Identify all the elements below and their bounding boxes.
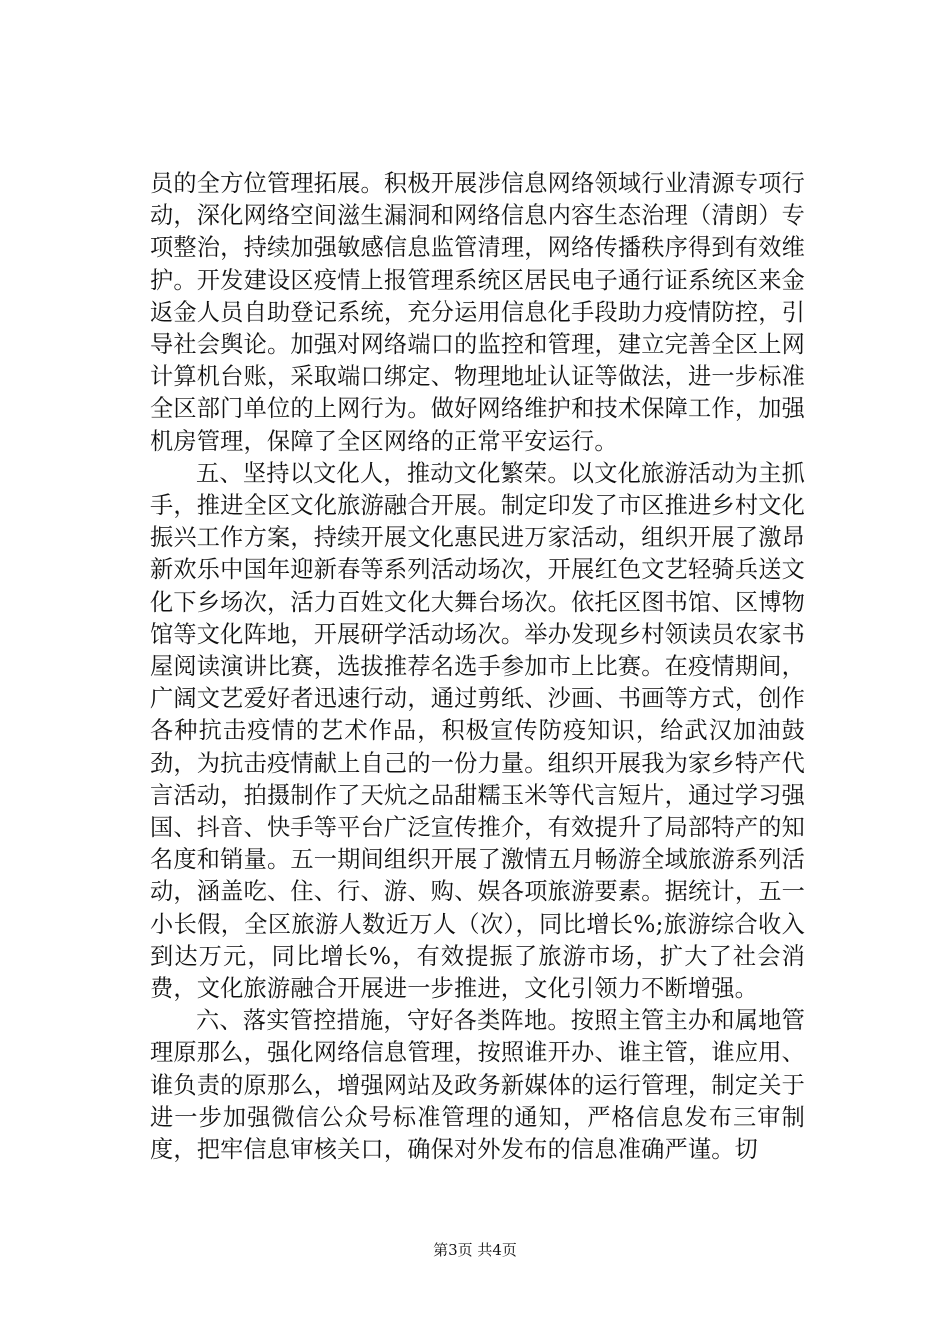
paragraph-continuation: 员的全方位管理拓展。积极开展涉信息网络领域行业清源专项行动，深化网络空间滋生漏洞和网络信息内容生态治理（清朗）专项整治，持续加强敏感信息监管清理，网络传播秩序得到有效维护。开发建设区疫情上报管理系统区居民电子通行证系统区来金返金人员自助登记系统，充分运用信息化手段助力疫情防控，引导社会舆论。加强对网络端口的监控和管理，建立完善全区上网计算机台账，采取端口绑定、物理地址认证等做法，进一步标准全区部门单位的上网行为。做好网络维护和技术保障工作，加强机房管理，保障了全区网络的正常平安运行。 (150, 170, 805, 455)
paragraph-section-five: 五、坚持以文化人，推动文化繁荣。以文化旅游活动为主抓手，推进全区文化旅游融合开展。制定印发了市区推进乡村文化振兴工作方案，持续开展文化惠民进万家活动，组织开展了激昂新欢乐中国年迎新春等系列活动场次，开展红色文艺轻骑兵送文化下乡场次，活力百姓文化大舞台场次。依托区图书馆、区博物馆等文化阵地，开展研学活动场次。举办发现乡村领读员农家书屋阅读演讲比赛，选拔推荐名选手参加市上比赛。在疫情期间，广阔文艺爱好者迅速行动，通过剪纸、沙画、书画等方式，创作各种抗击疫情的艺术作品，积极宣传防疫知识，给武汉加油鼓劲，为抗击疫情献上自己的一份力量。组织开展我为家乡特产代言活动，拍摄制作了天炕之品甜糯玉米等代言短片，通过学习强国、抖音、快手等平台广泛宣传推介，有效提升了局部特产的知名度和销量。五一期间组织开展了激情五月畅游全域旅游系列活动，涵盖吃、住、行、游、购、娱各项旅游要素。据统计，五一小长假，全区旅游人数近万人（次），同比增长%;旅游综合收入到达万元，同比增长%，有效提振了旅游市场，扩大了社会消费，文化旅游融合开展进一步推进，文化引领力不断增强。 (150, 459, 805, 1003)
page-footer: 第3页 共4页 (433, 1241, 517, 1259)
document-body (150, 168, 805, 1166)
paragraph-section-six: 六、落实管控措施，守好各类阵地。按照主管主办和属地管理原那么，强化网络信息管理，按照谁开办、谁主管，谁应用、谁负责的原那么，增强网站及政务新媒体的运行管理，制定关于进一步加强微信公众号标准管理的通知，严格信息发布三审制度，把牢信息审核关口，确保对外发布的信息准确严谨。切 (150, 1007, 805, 1164)
